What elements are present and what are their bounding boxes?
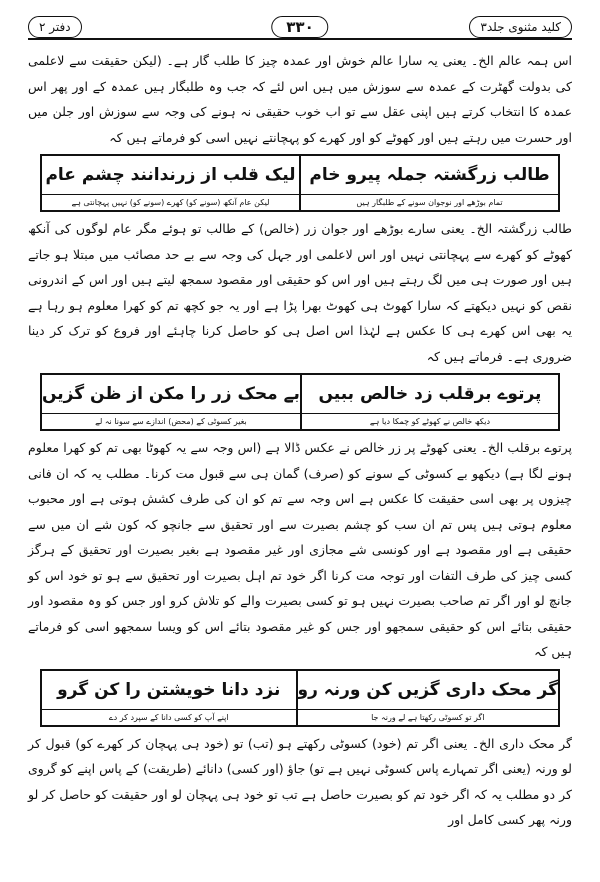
paragraph: اس ہمہ عالم الخ۔ یعنی یہ سارا عالم خوش اور عمدہ چیز کا طلب گار ہے۔ (لیکن حقیقت سے لاعلمی کی بدولت گھٹرت کے عمدہ سے سوزش میں ہیں اس لئے کہ جب وہ طلبگار ہیں عمدہ کے اور پھر اس عمدہ کا انتخاب کرتے ہیں اپنی عقل سے تو اب خوب حقیقی نہ ہونے کی وجہ سے سوزش اور جلن میں اور حسرت میں رہتے ہیں اور کھوٹے کو اور کھرے کو پہچانتے نہیں اسی کو فرماتے ہیں کہ	[28, 53, 572, 145]
verse-text: نزد دانا خویشتن را کن گرو	[57, 679, 281, 700]
couplet-box	[40, 154, 560, 212]
page-body	[28, 48, 572, 833]
page-number: ۳۳۰	[271, 16, 328, 38]
hemistich-second	[42, 375, 302, 429]
verse-text: بے محک زر را مکن از ظن گزیں	[42, 384, 300, 404]
paragraph: گر محک داری الخ۔ یعنی اگر تم (خود) کسوٹی رکھتے ہو (تب) تو (خود ہی پہچان کر کھرے کو) قبول کر لو ورنہ (یعنی اگر تمہارے پاس کسوٹی نہیں ہے تو) جاؤ (اور کسی) دانائے (طریقت) کے پاس اپنے کو گروی کر دو مطلب یہ کہ اگر خود تم کو بصیرت حاصل ہے تب تو خود ہی پہچان لو اور حقیقت کو حاصل کر لو ورنہ پھر کسی کامل اور	[28, 735, 572, 827]
couplet-box	[40, 669, 560, 727]
paragraph: پرتوے برقلب الخ۔ یعنی کھوٹے پر زر خالص نے عکس ڈالا ہے (اس وجہ سے یہ کھوٹا بھی تم کو کھرا معلوم ہونے لگا ہے) دیکھو بے کسوٹی کے سونے کو (صرف) گمان ہی سے قبول مت کرنا۔ مطلب یہ کہ ان فانی چیزوں پر بھی اسی حقیقت کا عکس ہے اس وجہ سے تم کو ان کی طرف کشش ہوتی ہے اور محبوب معلوم ہوتی ہیں پس تم ان سب کو چشم بصیرت سے اور تحقیق سے جانچو کہ کون شے ان میں سے حقیقی ہے اور مقصود ہے اور کونسی شے مجازی اور غیر مقصود ہے بغیر بصیرت اور تحقیق کے ہرگز کسی چیز کی طرف التفات اور توجہ مت کرنا اگر خود تم اہل بصیرت اور تحقیق سے ہو تو خود اس کو جانچ لو اور اگر تم صاحب بصیرت نہیں ہو تو کسی بصیرت والے کو تلاش کرو اور جس کو وہ مقصود اور حقیقی بتائے اس کو حقیقی سمجھو اور جس کو غیر مقصود بتائے اس کو ویسا سمجھو اسی کو فرماتے ہیں کہ	[28, 440, 572, 659]
page-header	[28, 14, 572, 48]
verse-text: لیک قلب از زرندانند چشم عام	[45, 165, 296, 185]
hemistich-first	[301, 156, 558, 210]
hemistich-first	[302, 375, 558, 429]
hemistich-first	[298, 671, 558, 725]
verse-translation: تمام بوڑھے اور نوجوان سونے کے طلبگار ہیں	[301, 194, 558, 210]
header-rule	[28, 38, 572, 40]
verse-translation: بغیر کسوٹی کے (محض) اندازے سے سونا نہ لے	[42, 413, 300, 429]
verse-text: پرتوے برقلب زد خالص ببیں	[318, 384, 542, 404]
verse-translation: دیکھ خالص نے کھوٹے کو چمکا دیا ہے	[302, 413, 558, 429]
verse-translation: اپنے آپ کو کسی دانا کے سپرد کر دے	[42, 709, 296, 725]
paragraph: طالب زرگشتہ الخ۔ یعنی سارے بوڑھے اور جوان زر (خالص) کے طالب تو ہوئے مگر عام لوگوں کی آنکھ کھوٹے کو کھرے سے پہچانتی نہیں اور اس لاعلمی اور جہل کی وجہ سے بے حد مصائب میں مبتلا ہو جاتے ہیں اور صورت ہی میں لگ رہتے ہیں اور اس کو حقیقی اور مقصود سمجھ لیتے ہیں اور اس کے اندرونی نقص کو نہیں دیکھتے کہ سارا کھوٹ ہی کھوٹ بھرا پڑا ہے اور یہ جو کچھ تم کو کھرا معلوم ہو رہا ہے یہ بھی اس کھرے ہی کا عکس ہے لہٰذا اس اصل ہی کو حاصل کرنا چاہئے اور فروع کو ترک کر دینا ضروری ہے۔ فرماتے ہیں کہ	[28, 221, 572, 364]
book-title-box: کلید مثنوی جلد۳	[469, 16, 572, 38]
hemistich-second	[42, 156, 301, 210]
section-label: دفتر ۲	[28, 16, 82, 38]
couplet-box	[40, 373, 560, 431]
verse-text: طالب زرگشتہ جملہ پیرو خام	[309, 165, 550, 185]
verse-text: گر محک داری گزیں کن ورنہ رو	[297, 679, 558, 700]
verse-translation: اگر تو کسوٹی رکھتا ہے لے ورنہ جا	[298, 709, 558, 725]
hemistich-second	[42, 671, 298, 725]
verse-translation: لیکن عام آنکھ (سونے کو) کھرے (سونے کو) نہیں پہچانتی ہے	[42, 194, 299, 210]
